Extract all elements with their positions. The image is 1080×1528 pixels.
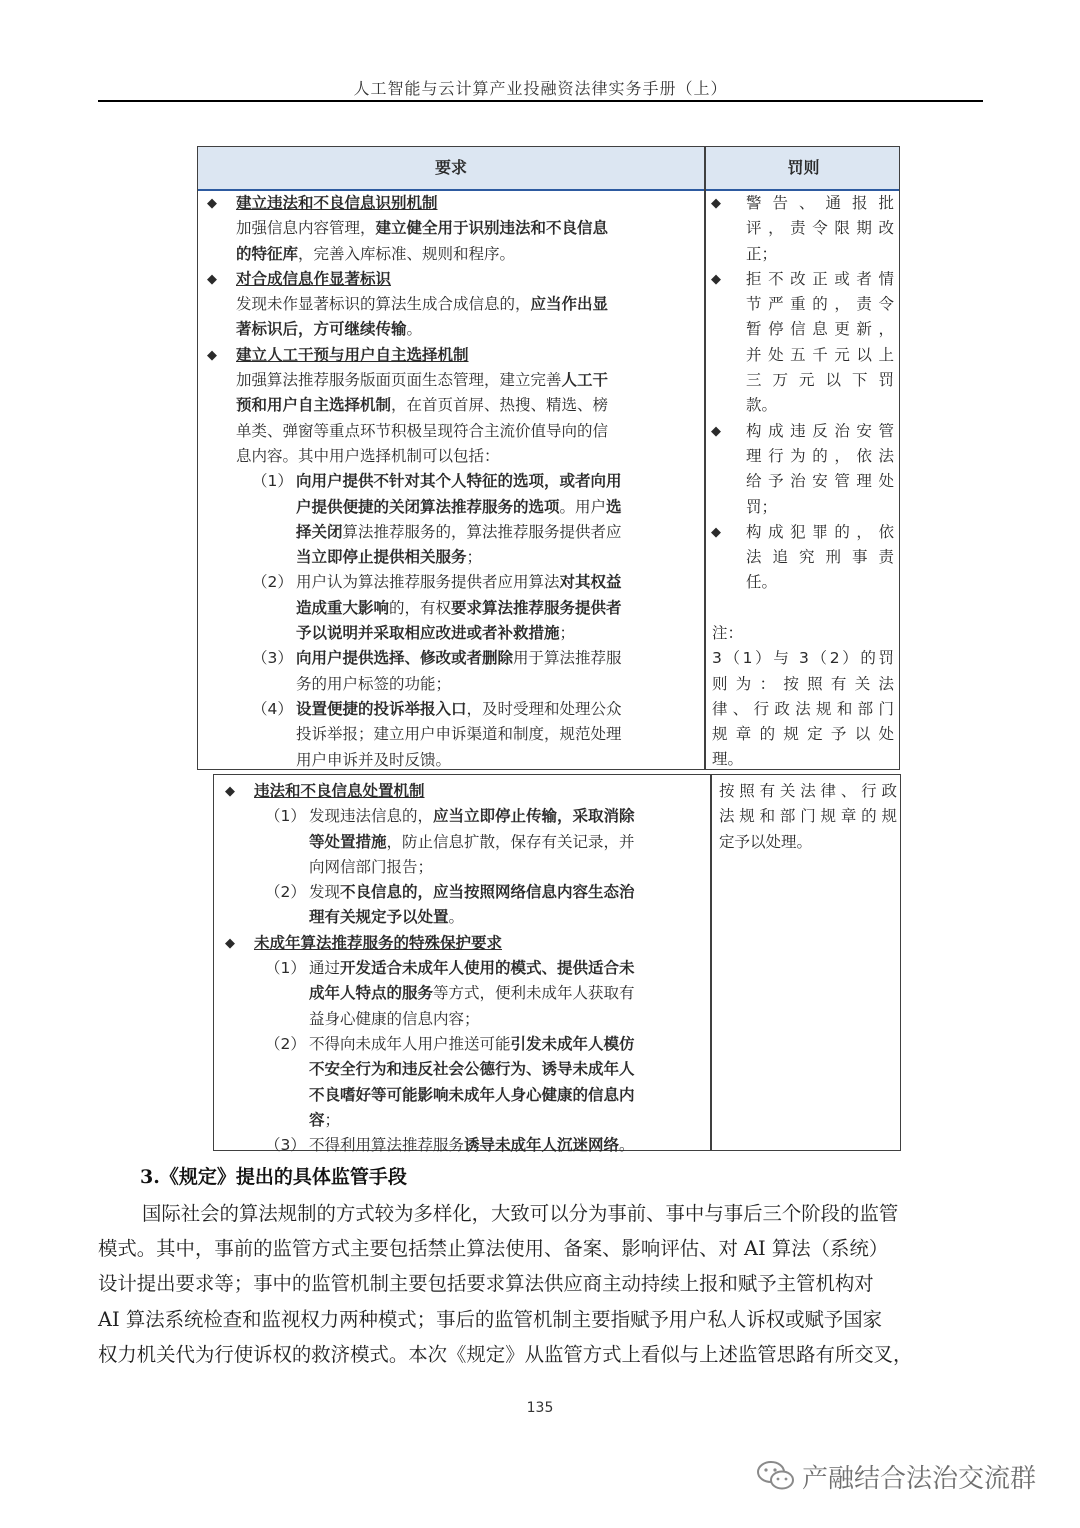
list-item: （1） 发现违法信息的，应当立即停止传输，采取消除 [265, 807, 635, 826]
list-item: （3） 不得利用算法推荐服务诱导未成年人沉迷网络。 [265, 1136, 635, 1155]
requirements-cell: ◆ 违法和不良信息处置机制 （1） 发现违法信息的，应当立即停止传输，采取消除 等处置措施，防止信息扩散，保存有关记录，并 向网信部门报告； （2） 发现不良信息的，应当按照网络信息内容生态治 理有关规定予以处置。 ◆ 未成年算法推荐服务的特殊保护要求 （1） 通过开发适合未成年人使用的模式、提供适合未 成年人特点的服务等方式，便利未成年人获取有 益身心健康的信息内容； （2） 不得向未成年人用户推送可能引发未成年人模仿 不安全行为和违反社会公德行为、诱导未成年人 不良嗜好等可能影响未成年人身心健康的信息内 容； （3） 不得利用算法推荐服务诱导未成年人沉迷网络。 [254, 779, 706, 1158]
list-item: ◆ 未成年算法推荐服务的特殊保护要求 [254, 931, 706, 956]
list-item: ◆ 建立人工干预与用户自主选择机制 [236, 343, 698, 368]
bullet-icon: ◆ [225, 935, 235, 951]
penalty-note: 注： 3（1）与 3（2）的罚 则为：按照有关法 律、行政法规和部门 规章的规定予以处 理。 [712, 624, 894, 769]
bullet-icon: ◆ [225, 784, 235, 799]
page-number: 135 [526, 1400, 554, 1416]
list-item: ◆ 违法和不良信息处置机制 [254, 779, 706, 804]
list-item: （3） 向用户提供选择、修改或者删除用于算法推荐服 [252, 649, 622, 668]
section-heading: 3.《规定》提出的具体监管手段 [140, 1166, 407, 1188]
running-header: 人工智能与云计算产业投融资法律实务手册（上） [98, 76, 983, 102]
bullet-icon: ◆ [207, 196, 217, 211]
list-item: （1） 向用户提供不针对其个人特征的选项，或者向用 [252, 472, 622, 491]
requirements-cell: ◆ 建立违法和不良信息识别机制 加强信息内容管理，建立健全用于识别违法和不良信息 的特征库，完善入库标准、规则和程序。 ◆ 对合成信息作显著标识 发现未作显著标识的算法生成合成信息的，应当作出显 著标识后，方可继续传输。 ◆ 建立人工干预与用户自主选择机制 加强算法推荐服务版面页面生态管理，建立完善人工干 预和用户自主选择机制，在首页首屏、热搜、精选、榜 单类、弹窗等重点环节积极呈现符合主流价值导向的信 息内容。其中用户选择机制可以包括： （1） 向用户提供不针对其个人特征的选项，或者向用 户提供便捷的关闭算法推荐服务的选项。用户选 择关闭算法推荐服务的，算法推荐服务提供者应 当立即停止提供相关服务； （2） 用户认为算法推荐服务提供者应用算法对其权益 造成重大影响的，有权要求算法推荐服务提供者 予以说明并采取相应改进或者补救措施； （3） 向用户提供选择、修改或者删除用于算法推荐服 务的用户标签的功能； （4） 设置便捷的投诉举报入口，及时受理和处理公众 投诉举报；建立用户申诉渠道和制度，规范处理 用户申诉并及时反馈。 [236, 191, 698, 773]
bullet-icon: ◆ [711, 423, 721, 439]
bullet-icon: ◆ [207, 347, 217, 363]
list-item: （1） 通过开发适合未成年人使用的模式、提供适合未 [265, 959, 635, 978]
list-item: ◆ 建立违法和不良信息识别机制 [236, 191, 698, 216]
bullet-icon: ◆ [711, 524, 721, 540]
regulation-table-continued [213, 774, 901, 1155]
list-item: ◆ 警告、通报批 [746, 191, 894, 216]
bullet-icon: ◆ [711, 196, 721, 211]
penalties-cell: 按照有关法律、行政 法规和部门规章的规 定予以处理。 [719, 782, 897, 851]
wechat-icon [756, 1459, 796, 1500]
list-item: （2） 发现不良信息的，应当按照网络信息内容生态治 [265, 883, 635, 902]
table-header-row [198, 147, 899, 191]
column-header-penalties: 罚则 [787, 158, 820, 177]
penalties-cell: ◆ 警告、通报批 评，责令限期改 正； ◆ 拒不改正或者情 节严重的，责令 暂停信息更新， 并处五千元以上 三万元以下罚 款。 ◆ 构成违反治安管 理行为的，依法 给予治安管理处 罚； ◆ 构成犯罪的，依 法追究刑事责 任。 [746, 191, 894, 596]
column-divider [704, 147, 706, 769]
body-paragraph: 国际社会的算法规制的方式较为多样化，大致可以分为事前、事中与事后三个阶段的监管 模式。其中，事前的监管方式主要包括禁止算法使用、备案、影响评估、对 AI 算法（系统） 设计提出要求等；事中的监管机制主要包括要求算法供应商主动持续上报和赋予主管机构对 AI 算法系统检查和监视权力两种模式；事后的监管机制主要指赋予用户私人诉权或赋予国家 权力机关代为行使诉权的救济模式。本次《规定》从监管方式上看似与上述监管思路有所交叉， [98, 1202, 913, 1366]
list-item: ◆ 拒不改正或者情 [746, 267, 894, 292]
list-item: （4） 设置便捷的投诉举报入口，及时受理和处理公众 [252, 699, 622, 718]
list-item: ◆ 构成违反治安管 [746, 419, 894, 444]
column-header-requirements: 要求 [434, 158, 467, 177]
bullet-icon: ◆ [207, 271, 217, 287]
column-divider [710, 775, 712, 1150]
regulation-table [197, 146, 900, 770]
bullet-icon: ◆ [711, 271, 721, 287]
wechat-watermark: 产融结合法治交流群 [756, 1458, 1036, 1500]
list-item: ◆ 构成犯罪的，依 [746, 520, 894, 545]
list-item: （2） 用户认为算法推荐服务提供者应用算法对其权益 [252, 573, 622, 592]
list-item: ◆ 对合成信息作显著标识 [236, 267, 698, 292]
list-item: （2） 不得向未成年人用户推送可能引发未成年人模仿 [265, 1034, 635, 1053]
